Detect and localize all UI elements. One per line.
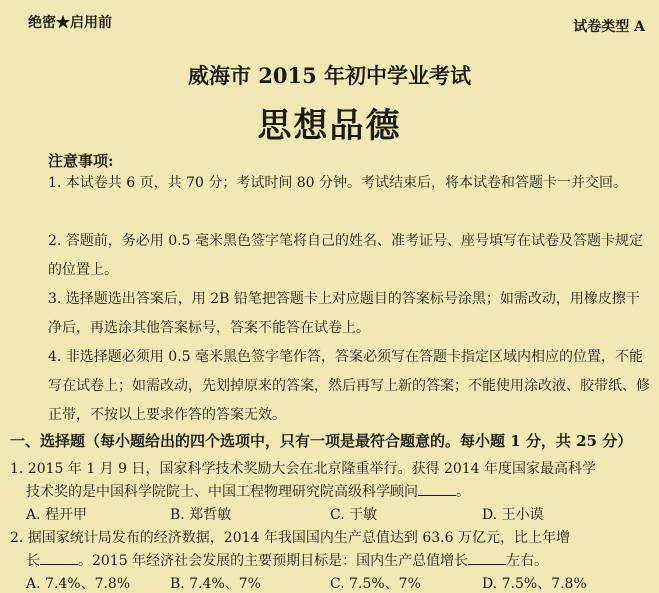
paper-type-label: 试卷类型 A (573, 19, 645, 35)
question-1-stem-text: 技术奖的是中国科学院院士、中国工程物理研究院高级科学顾问 (26, 484, 418, 500)
question-2-line-1: 2. 据国家统计局发布的经济数据，2014 年我国国内生产总值达到 63.6 万亿元，比上年增 (10, 530, 570, 546)
answer-blank (40, 550, 78, 565)
answer-blank (468, 550, 506, 565)
question-1-option-a: A. 程开甲 (26, 507, 88, 523)
question-2-option-d: D. 7.5%、7.8% (482, 576, 587, 592)
exam-title: 威海市 2015 年初中学业考试 (187, 63, 472, 88)
subject-title: 思想品德 (257, 106, 402, 146)
answer-blank (418, 481, 456, 496)
question-1-option-c: C. 于敏 (330, 507, 378, 523)
question-1-line-2 (26, 481, 470, 501)
question-2-option-b: B. 7.4%、7% (170, 576, 261, 592)
notice-item-4: 4. 非选择题必须用 0.5 毫米黑色签字笔作答，答案必须写在答题卡指定区域内相应的位置，不能写在试卷上；如需改动，先划掉原来的答案，然后再写上新的答案；不能使用涂改液、胶带纸、修正带，不按以上要求作答的答案无效。 (48, 349, 650, 423)
notice-item-3: 3. 选择题选出答案后，用 2B 铅笔把答题卡上对应题目的答案标号涂黑；如需改动，用橡皮擦干净后，再选涂其他答案标号，答案不能答在试卷上。 (48, 291, 640, 336)
question-1-stem-end: 。 (456, 484, 470, 500)
question-1-option-b: B. 郑哲敏 (170, 507, 232, 523)
notice-item-2: 2. 答题前，务必用 0.5 毫米黑色签字笔将自己的姓名、准考证号、座号填写在试卷及答题卡规定的位置上。 (48, 233, 643, 278)
question-2-line-2 (26, 550, 548, 570)
question-2-option-c: C. 7.5%、7% (330, 576, 421, 592)
question-1-line-1: 1. 2015 年 1 月 9 日，国家科学技术奖励大会在北京隆重举行。获得 2014 年度国家最高科学 (10, 461, 597, 477)
notice-heading: 注意事项: (48, 152, 114, 170)
section-heading: 一、选择题（每小题给出的四个选项中，只有一项是最符合题意的。每小题 1 分，共 25 分） (10, 432, 633, 450)
question-2-stem-end: 左右。 (506, 553, 549, 569)
question-2-option-a: A. 7.4%、7.8% (26, 576, 131, 592)
confidential-label: 绝密★启用前 (28, 15, 112, 31)
question-2-stem-start: 长 (26, 553, 40, 569)
question-1-option-d: D. 王小谟 (482, 507, 544, 523)
question-2-stem-middle: 。2015 年经济社会发展的主要预期目标是：国内生产总值增长 (78, 553, 469, 569)
notice-item-1: 1. 本试卷共 6 页，共 70 分；考试时间 80 分钟。考试结束后，将本试卷和答题卡一并交回。 (48, 175, 628, 191)
